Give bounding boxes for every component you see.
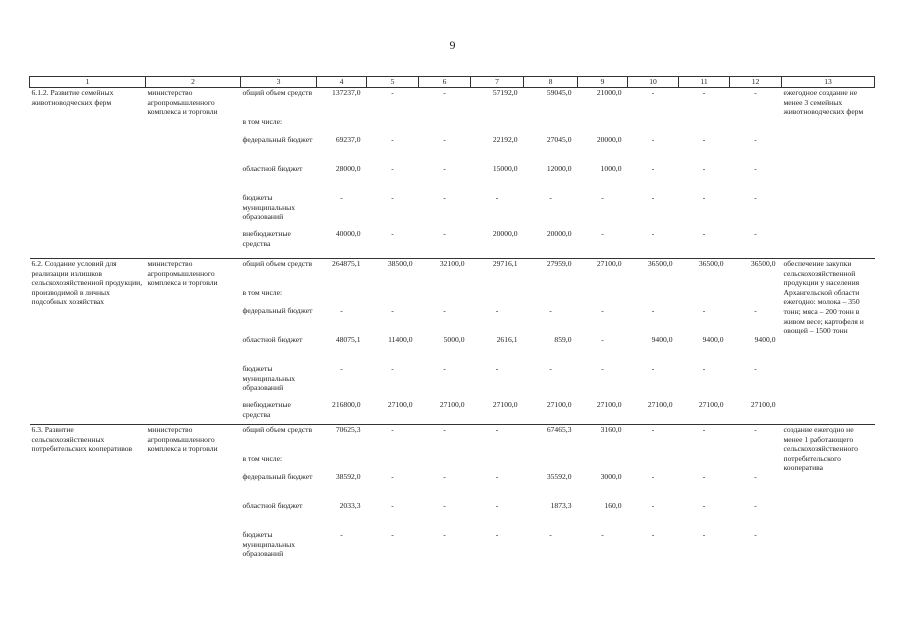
value-cell: - [443,135,446,144]
value-cell: 27100,0 [387,400,413,409]
funding-source: бюджеты муниципальных образований [242,364,296,393]
value-cell: - [702,135,706,144]
budget-table [29,76,875,566]
value-cell: 859,0 [554,335,572,344]
value-cell [679,454,730,472]
value-cell [524,288,578,306]
value-cell: - [702,229,706,238]
column-header-10: 10 [628,77,679,88]
value-cell: - [391,501,394,510]
value-cell: - [730,425,782,455]
funding-source: внебюджетные средства [242,229,291,248]
value-cell: 1000,0 [600,164,622,173]
column-header-7: 7 [471,77,524,88]
value-cell [367,117,419,135]
value-cell: 27100,0 [750,400,776,409]
value-cell: 3000,0 [600,472,622,481]
value-cell [471,117,524,135]
value-cell: - [601,193,604,202]
value-cell: 27100,0 [647,400,673,409]
value-cell: - [367,425,419,455]
funding-source: общий объем средств [241,425,317,455]
value-cell: - [443,164,446,173]
column-header-12: 12 [730,77,782,88]
funding-source: бюджеты муниципальных образований [242,193,296,222]
executor: министерство агропромышленного комплекса и торговли [146,259,241,425]
value-cell: - [549,364,552,373]
value-cell: - [754,135,757,144]
table-row [30,425,875,455]
value-cell: 67465,3 [524,425,578,455]
value-cell: 15000,0 [492,164,518,173]
value-cell: 9400,0 [702,335,724,344]
funding-source: общий объем средств [241,259,317,289]
page-number: 9 [449,38,456,52]
value-cell: - [495,364,499,373]
column-header-1: 1 [30,77,146,88]
value-cell [367,454,419,472]
value-cell: 137237,0 [317,88,367,118]
value-cell: 36500,0 [628,259,679,289]
value-cell: - [651,530,655,539]
value-cell: 27959,0 [524,259,578,289]
table-row [30,88,875,118]
value-cell: - [549,193,552,202]
value-cell: 264875,1 [317,259,367,289]
funding-source: областной бюджет [242,335,303,344]
value-cell: - [628,88,679,118]
column-header-5: 5 [367,77,419,88]
value-cell: - [443,306,446,315]
table-row [30,259,875,289]
value-cell: 3160,0 [578,425,628,455]
column-header-13: 13 [782,77,875,88]
section-name: 6.3. Развитие сельскохозяйственных потребительских кооперативов [30,425,146,567]
value-cell: 70625,3 [317,425,367,455]
funding-source: федеральный бюджет [242,472,313,481]
value-cell: - [702,193,706,202]
value-cell: - [702,164,706,173]
value-cell [578,117,628,135]
funding-source: в том числе: [242,117,283,126]
value-cell: - [651,306,655,315]
section-name: 6.2. Создание условий для реализации излишков сельскохозяйственной продукции, производимой в личных подсобных хозяйствах [30,259,146,425]
value-cell: - [601,364,604,373]
value-cell: 48075,1 [335,335,361,344]
value-cell: - [340,306,343,315]
value-cell: 1873,3 [550,501,572,510]
value-cell: 69237,0 [335,135,361,144]
value-cell: - [754,501,757,510]
value-cell: 27100,0 [546,400,572,409]
funding-source: областной бюджет [242,164,303,173]
value-cell [471,288,524,306]
value-cell: - [651,164,655,173]
value-cell: - [443,364,446,373]
value-cell: - [391,472,394,481]
value-cell: - [549,530,552,539]
value-cell: - [495,530,499,539]
value-cell: 59045,0 [524,88,578,118]
header-row [30,77,875,88]
value-cell: 27100,0 [578,259,628,289]
value-cell: - [495,472,499,481]
value-cell: 29716,1 [471,259,524,289]
value-cell: - [391,164,394,173]
value-cell: - [443,472,446,481]
funding-source: федеральный бюджет [242,135,313,144]
value-cell [628,454,679,472]
value-cell: - [443,193,446,202]
expected-result: создание ежегодно не менее 1 работающего сельскохозяйственного потребительского кооператива [782,425,875,567]
value-cell: 36500,0 [730,259,782,289]
column-header-6: 6 [419,77,471,88]
value-cell: 216800,0 [332,400,361,409]
value-cell: - [549,306,552,315]
value-cell: - [340,193,343,202]
value-cell: 12000,0 [546,164,572,173]
value-cell: - [419,88,471,118]
value-cell: 22192,0 [492,135,518,144]
value-cell: - [443,229,446,238]
value-cell [578,288,628,306]
value-cell: - [702,306,706,315]
funding-source: в том числе: [242,288,283,297]
value-cell: - [419,425,471,455]
value-cell: - [391,364,394,373]
value-cell: 5000,0 [443,335,465,344]
value-cell: - [702,530,706,539]
value-cell: 32100,0 [419,259,471,289]
value-cell: 27100,0 [439,400,465,409]
value-cell: 35592,0 [546,472,572,481]
funding-source: в том числе: [242,454,283,463]
value-cell: - [340,364,343,373]
value-cell [730,454,782,472]
funding-source: областной бюджет [242,501,303,510]
value-cell [419,288,471,306]
value-cell: 160,0 [604,501,622,510]
value-cell: - [651,135,655,144]
expected-result: ежегодное создание не менее 3 семейных животноводческих ферм [782,88,875,259]
value-cell: 20000,0 [546,229,572,238]
value-cell: - [443,501,446,510]
value-cell [730,288,782,306]
value-cell: - [495,501,499,510]
value-cell: - [601,306,604,315]
funding-source: внебюджетные средства [242,400,291,419]
value-cell: - [651,193,655,202]
value-cell: - [702,364,706,373]
value-cell: 38592,0 [335,472,361,481]
value-cell: 27100,0 [596,400,622,409]
value-cell: 38500,0 [367,259,419,289]
value-cell: - [391,135,394,144]
value-cell: - [754,193,757,202]
value-cell: - [601,530,604,539]
value-cell: 11400,0 [388,335,413,344]
value-cell: - [702,501,706,510]
value-cell: 9400,0 [651,335,673,344]
value-cell: - [754,306,757,315]
value-cell: 20000,0 [596,135,622,144]
value-cell: - [340,530,343,539]
value-cell [524,454,578,472]
value-cell: - [601,335,604,344]
column-header-9: 9 [578,77,628,88]
value-cell: - [754,472,757,481]
value-cell [419,454,471,472]
executor: министерство агропромышленного комплекса и торговли [146,425,241,567]
value-cell: - [391,530,394,539]
value-cell [524,117,578,135]
column-header-4: 4 [317,77,367,88]
value-cell: - [495,306,499,315]
value-cell [471,454,524,472]
column-header-11: 11 [679,77,730,88]
value-cell [317,288,367,306]
value-cell: - [754,229,757,238]
value-cell: - [754,364,757,373]
value-cell: 27100,0 [492,400,518,409]
expected-result: обеспечение закупки сельскохозяйственной продукции у населения Архангельской области ежегодно: молока – 350 тонн; мяса – 200 тонн в живом весе; картофеля и овощей – 1500 тонн [782,259,875,425]
value-cell: 9400,0 [754,335,776,344]
value-cell: - [679,425,730,455]
value-cell: 27045,0 [546,135,572,144]
value-cell [419,117,471,135]
value-cell: - [391,306,394,315]
value-cell: - [495,193,499,202]
value-cell [628,117,679,135]
value-cell: 27100,0 [698,400,724,409]
value-cell: 2033,3 [339,501,361,510]
column-header-8: 8 [524,77,578,88]
value-cell [679,288,730,306]
value-cell: 40000,0 [335,229,361,238]
value-cell: - [679,88,730,118]
value-cell: - [651,364,655,373]
value-cell [367,288,419,306]
executor: министерство агропромышленного комплекса и торговли [146,88,241,259]
funding-source: общий объем средств [241,88,317,118]
value-cell: - [391,229,394,238]
value-cell: - [754,530,757,539]
value-cell: 36500,0 [679,259,730,289]
value-cell: - [651,501,655,510]
funding-source: бюджеты муниципальных образований [242,530,296,559]
value-cell: - [628,425,679,455]
value-cell: 20000,0 [492,229,518,238]
value-cell: - [651,472,655,481]
value-cell: 57192,0 [471,88,524,118]
section-name: 6.1.2. Развитие семейных животноводческих ферм [30,88,146,259]
value-cell: 2616,1 [496,335,518,344]
value-cell: - [367,88,419,118]
column-header-2: 2 [146,77,241,88]
value-cell: - [391,193,394,202]
value-cell: - [702,472,706,481]
value-cell: - [651,229,655,238]
value-cell: - [443,530,446,539]
value-cell [628,288,679,306]
value-cell [317,454,367,472]
value-cell [730,117,782,135]
value-cell: - [601,229,604,238]
value-cell: - [471,425,524,455]
value-cell [317,117,367,135]
value-cell [679,117,730,135]
funding-source: федеральный бюджет [242,306,313,315]
value-cell: 28000,0 [335,164,361,173]
value-cell: 21000,0 [578,88,628,118]
value-cell: - [730,88,782,118]
column-header-3: 3 [241,77,317,88]
value-cell [578,454,628,472]
value-cell: - [754,164,757,173]
